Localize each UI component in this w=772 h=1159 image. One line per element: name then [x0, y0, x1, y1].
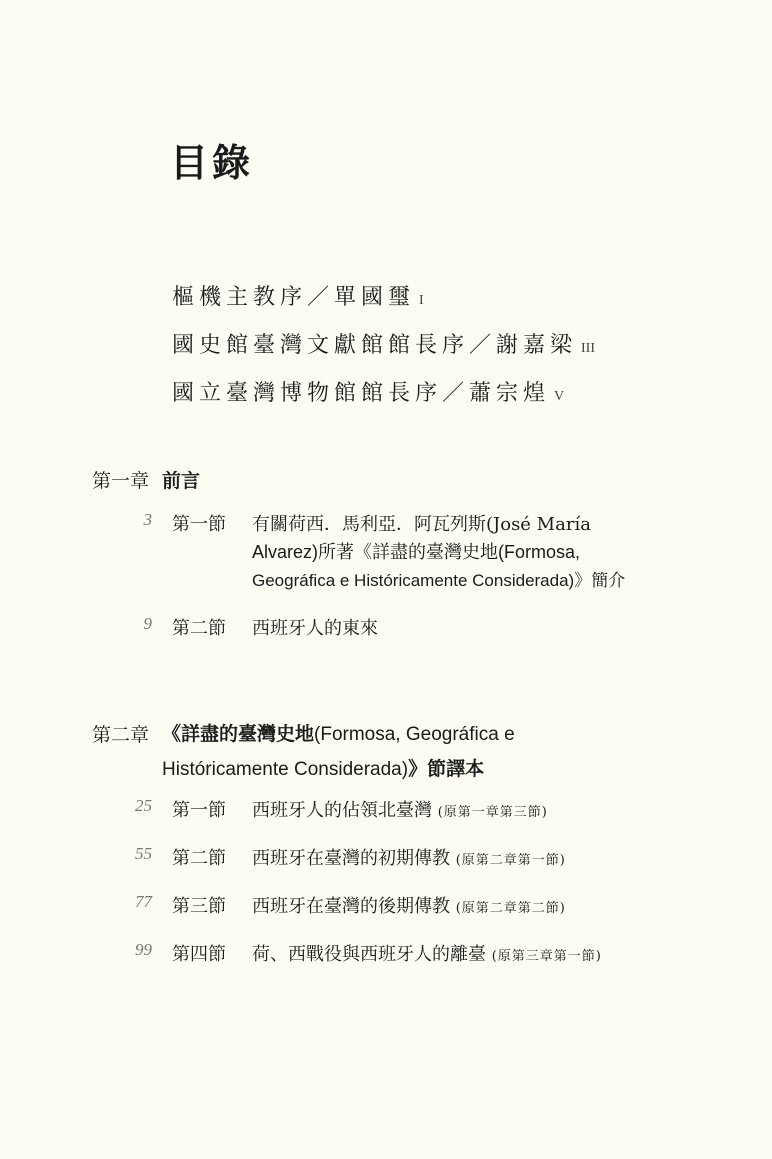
entry-note: (原第三章第一節)	[491, 949, 602, 964]
entry-page-number: 55	[135, 844, 152, 863]
entry-note: (原第二章第一節)	[455, 853, 566, 868]
preface-item[interactable]	[172, 328, 595, 359]
entry-section-label: 第一節	[172, 514, 226, 535]
preface-text: 國立臺灣博物館館長序／蕭宗煌	[172, 381, 551, 406]
chapter-heading[interactable]	[92, 720, 162, 747]
page-title: 目錄	[170, 141, 255, 185]
chapter-heading[interactable]	[92, 466, 200, 493]
entry-page-number: 3	[143, 510, 152, 529]
preface-item[interactable]	[172, 280, 424, 311]
entry-page-number: 99	[135, 940, 152, 959]
chapter-title[interactable]	[162, 717, 515, 787]
entry-page-number: 77	[135, 892, 152, 911]
chapter-title-bold: 》節譯本	[408, 758, 485, 780]
entry-text-line: Alvarez)所著《詳盡的臺灣史地(Formosa,	[252, 542, 581, 562]
preface-page: V	[554, 389, 565, 404]
chapter-title: 前言	[162, 470, 201, 492]
preface-text: 樞機主教序／單國璽	[172, 285, 416, 310]
entry-text-line: 有關荷西．馬利亞．阿瓦列斯(José María	[252, 514, 591, 535]
entry-section-label: 第三節	[172, 896, 226, 917]
entry-note: (原第一章第三節)	[437, 805, 548, 820]
chapter-title-latin: (Formosa, Geográfica e	[314, 724, 515, 745]
entry-text: 西班牙在臺灣的後期傳教	[252, 896, 450, 917]
entry-text: 西班牙在臺灣的初期傳教	[252, 848, 450, 869]
entry-text: 西班牙人的佔領北臺灣	[252, 800, 432, 821]
preface-page: I	[419, 293, 424, 308]
entry-section-label: 第四節	[172, 944, 226, 965]
chapter-title-latin: Históricamente Considerada)	[162, 759, 409, 780]
entry-section-label: 第一節	[172, 800, 226, 821]
entry-section-label: 第二節	[172, 848, 226, 869]
entry-text: 西班牙人的東來	[252, 618, 378, 639]
chapter-label: 第二章	[92, 724, 150, 746]
entry-section-label: 第二節	[172, 618, 226, 639]
entry-text-line: Geográfica e Históricamente Considerada)》簡介	[252, 571, 626, 590]
chapter-label: 第一章	[92, 470, 150, 492]
entry-text: 荷、西戰役與西班牙人的離臺	[252, 944, 486, 965]
chapter-title-bold: 《詳盡的臺灣史地	[162, 723, 315, 745]
entry-page-number: 25	[135, 796, 152, 815]
preface-page: III	[581, 341, 596, 356]
entry-note: (原第二章第二節)	[455, 901, 566, 916]
preface-text: 國史館臺灣文獻館館長序／謝嘉梁	[172, 333, 578, 358]
preface-item[interactable]	[172, 376, 564, 407]
entry-page-number: 9	[143, 614, 152, 633]
